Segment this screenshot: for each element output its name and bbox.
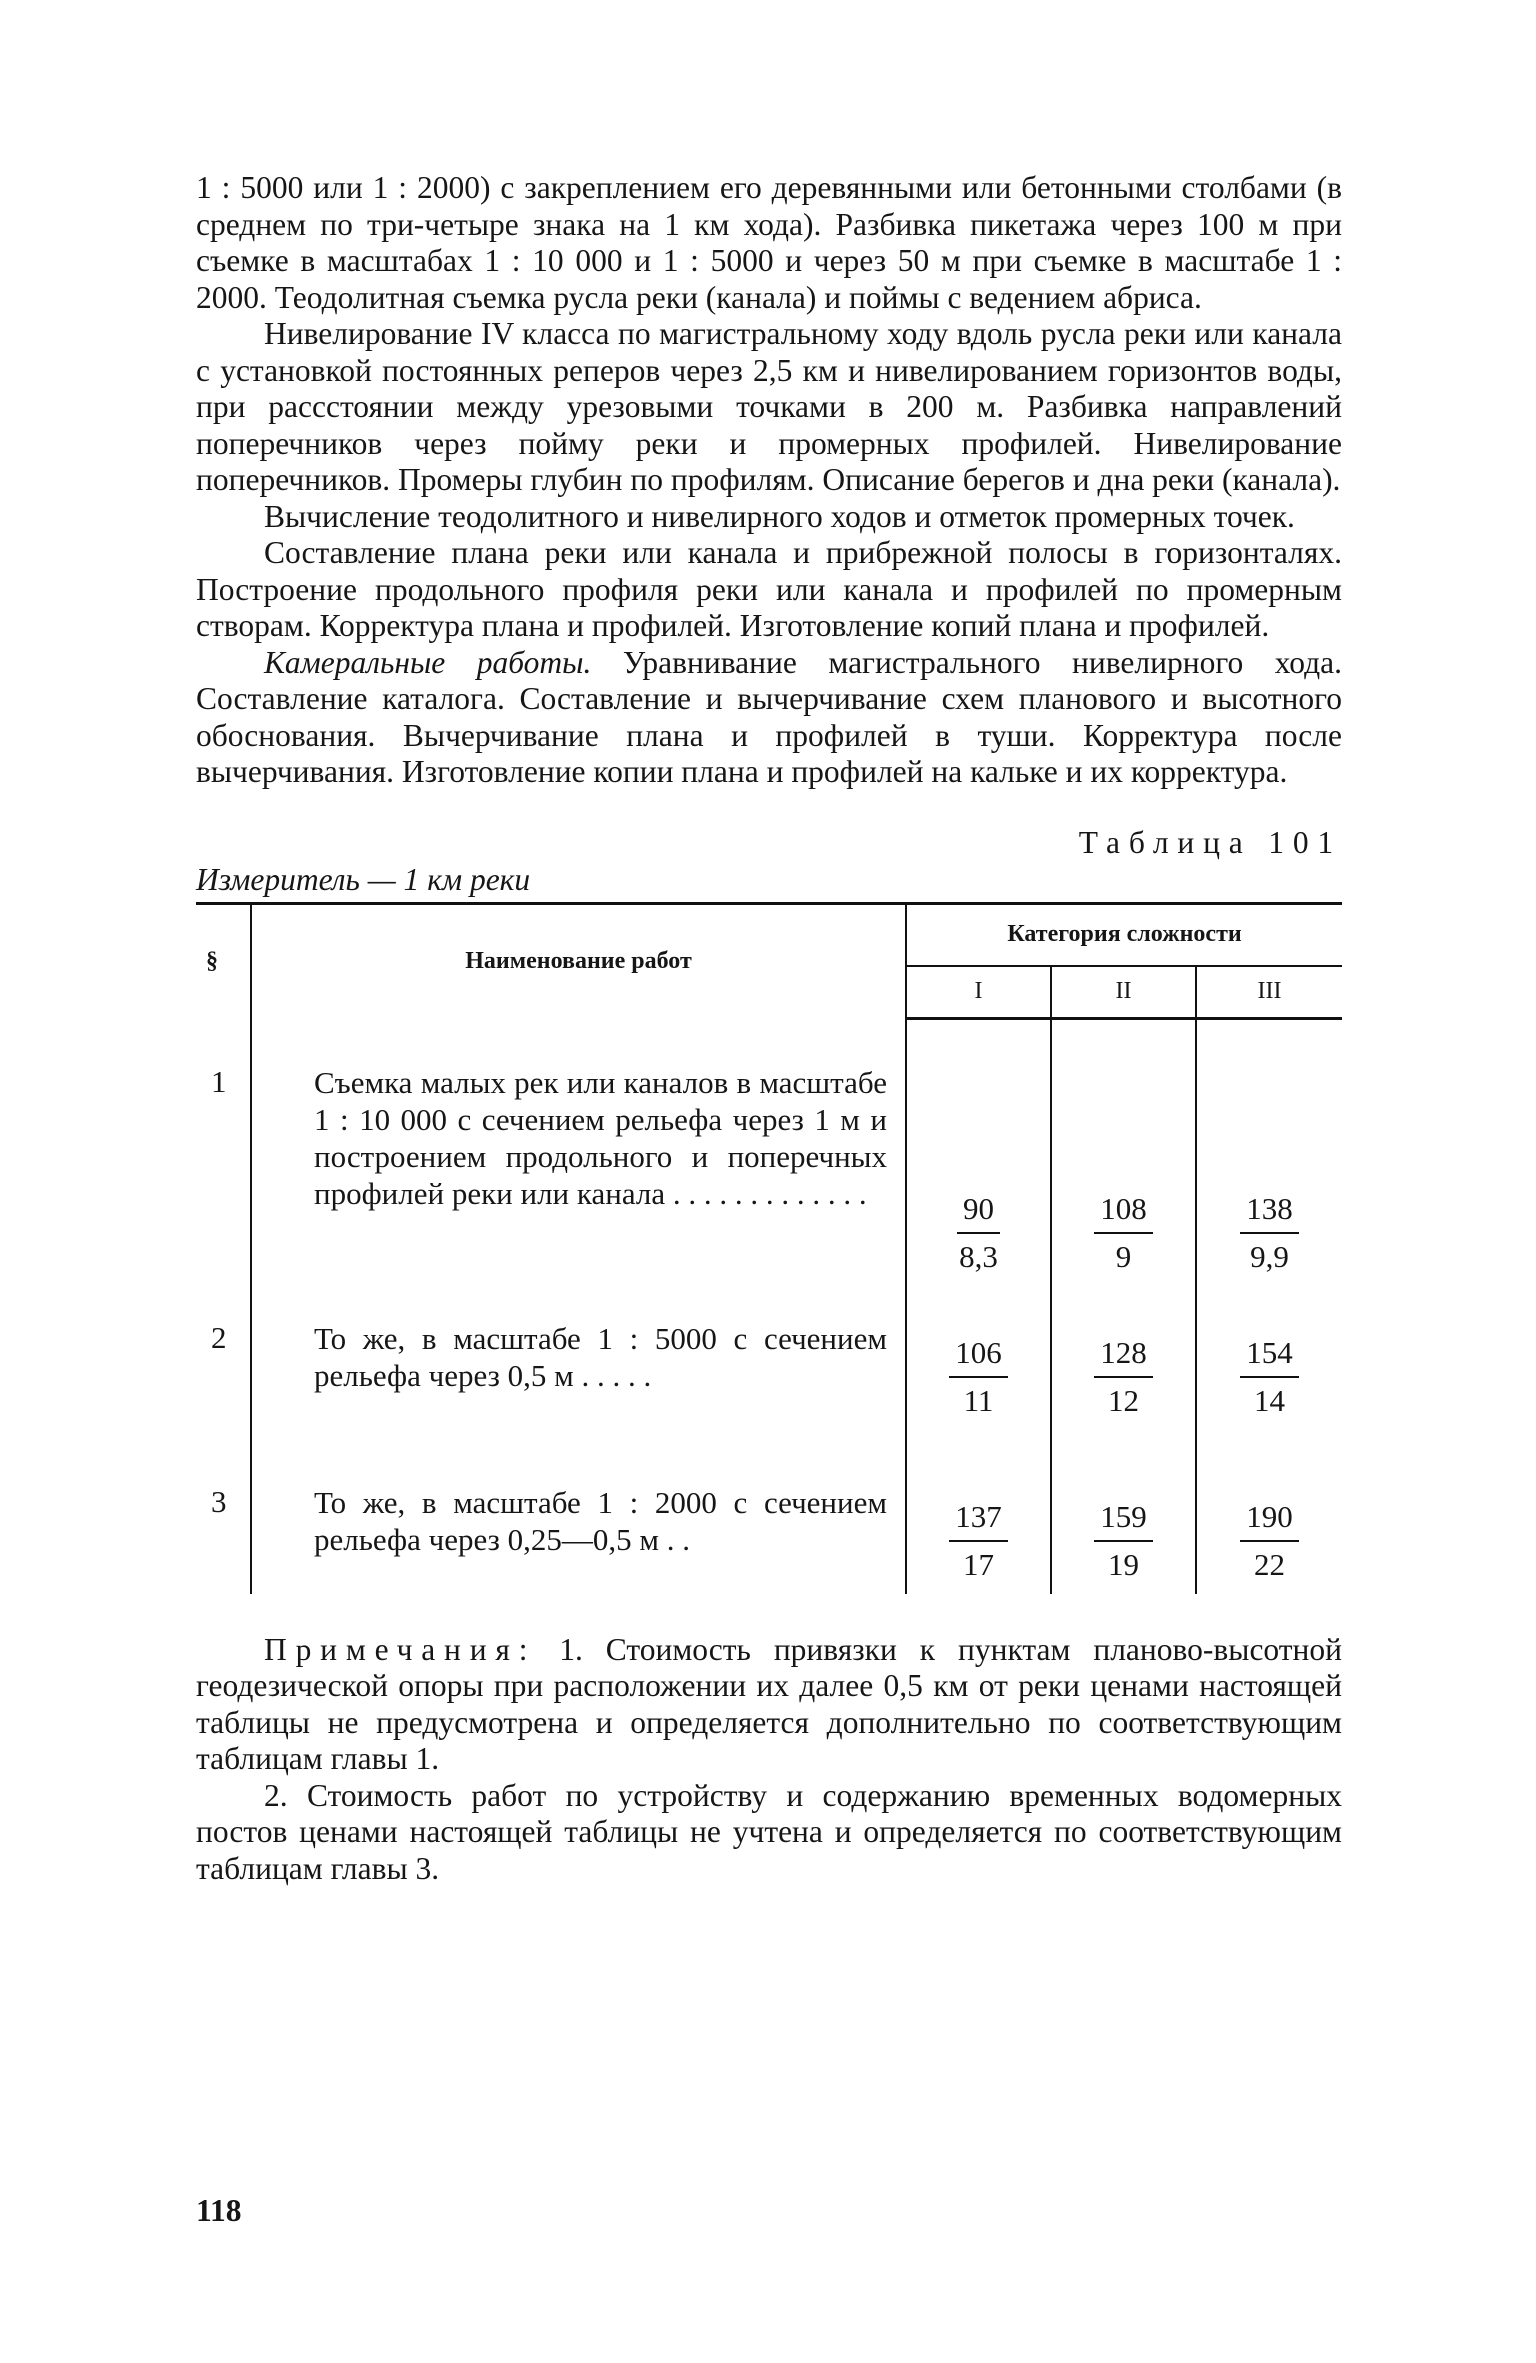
note-2: 2. Стоимость работ по устройству и содержанию временных водомерных постов ценами настоящей таблицы не учтена и определяется по соответствующим таблицам главы 3. (196, 1777, 1342, 1886)
table-row (196, 1316, 1342, 1480)
table-row (196, 1480, 1342, 1594)
price-cost: 154 (1240, 1336, 1299, 1378)
paragraph-5-text: Уравнивание магистрального нивелирного хода. Составление каталога. Составление и вычерчивание схем планового и высотного обоснования. Вычерчивание плана и профилей в туши. Корректура после вычерчивания. Изготовление копии плана и профилей на кальке и их корректура. (196, 644, 1342, 789)
paragraph-1: 1 : 5000 или 1 : 2000) с закреплением его деревянными или бетонными столбами (в среднем по три-четыре знака на 1 км хода). Разбивка пикетажа через 100 м при съемке в масштабах 1 : 10 000 и 1 : 5000 и через 50 м при съемке в масштабе 1 : 2000. Теодолитная съемка русла реки (канала) и поймы с ведением абриса. (196, 170, 1342, 315)
note-1 (196, 1632, 1342, 1778)
column-header-name: Наименование работ (251, 903, 906, 1018)
table-heading (196, 817, 1342, 902)
note-1-text: 1. Стоимость привязки к пунктам планово-высотной геодезической опоры при расположении их далее 0,5 км от реки ценами настоящей таблицы не предусмотрена и определяется дополнительно по соответствующим таблицам главы 1. (196, 1631, 1342, 1776)
row-number: 1 (196, 1018, 251, 1316)
price-cost: 128 (1094, 1336, 1153, 1378)
table-row (196, 1018, 1342, 1316)
price-cell (957, 1192, 1000, 1274)
price-labour: 8,3 (959, 1238, 998, 1274)
work-name: То же, в масштабе 1 : 2000 с сечением рельефа через 0,25—0,5 м . . (251, 1480, 906, 1594)
price-cost: 106 (949, 1336, 1008, 1378)
work-name: То же, в масштабе 1 : 5000 с сечением рельефа через 0,5 м . . . . . (251, 1316, 906, 1480)
table-number: Таблица 101 (1078, 824, 1342, 860)
price-labour: 9,9 (1250, 1238, 1289, 1274)
price-cost: 90 (957, 1192, 1000, 1234)
price-cell (1094, 1192, 1153, 1274)
price-cost: 137 (949, 1500, 1008, 1542)
work-name: Съемка малых рек или каналов в масштабе 1 : 10 000 с сечением рельефа через 1 м и построением продольного и поперечных профилей реки или канала . . . . . . . . . . . . . (251, 1018, 906, 1316)
price-labour: 12 (1108, 1382, 1139, 1418)
price-cost: 190 (1240, 1500, 1299, 1542)
paragraph-2: Нивелирование IV класса по магистральному ходу вдоль русла реки или канала с установкой постоянных реперов через 2,5 км и нивелированием горизонтов воды, при рассстоянии между урезовыми точками в 200 м. Разбивка направлений поперечников через пойму реки и промерных профилей. Нивелирование поперечников. Промеры глубин по профилям. Описание берегов и дна реки (канала). (196, 316, 1342, 497)
price-labour: 11 (963, 1382, 994, 1418)
column-header-category: Категория сложности (906, 903, 1342, 966)
paragraph-3: Вычисление теодолитного и нивелирного ходов и отметок промерных точек. (264, 498, 1295, 534)
page (196, 170, 1342, 2228)
table-measure: Измеритель — 1 км реки (196, 861, 531, 897)
row-number: 2 (196, 1316, 251, 1480)
paragraph-5 (196, 645, 1342, 791)
price-cost: 108 (1094, 1192, 1153, 1234)
price-labour: 19 (1108, 1546, 1139, 1582)
price-labour: 14 (1254, 1382, 1286, 1418)
price-labour: 22 (1254, 1546, 1286, 1582)
price-labour: 17 (963, 1546, 994, 1582)
page-number: 118 (196, 2193, 242, 2228)
price-cell (1094, 1336, 1153, 1418)
paragraph-4: Составление плана реки или канала и прибрежной полосы в горизонталях. Построение продольного профиля реки или канала и профилей по промерным створам. Корректура плана и профилей. Изготовление копий плана и профилей. (196, 535, 1342, 643)
price-cost: 159 (1094, 1500, 1153, 1542)
notes (196, 1632, 1342, 1888)
price-cell (949, 1500, 1008, 1582)
price-cell (1094, 1500, 1153, 1582)
price-cell (1240, 1192, 1299, 1274)
price-cell (1240, 1500, 1299, 1582)
price-labour: 9 (1115, 1238, 1132, 1274)
price-table (196, 902, 1342, 1594)
paragraph-5-heading: Камеральные работы. (264, 644, 592, 680)
notes-label: Примечания: (264, 1631, 537, 1667)
row-number: 3 (196, 1480, 251, 1594)
column-header-cat-2: II (1051, 966, 1196, 1019)
price-cost: 138 (1240, 1192, 1299, 1234)
price-cell (1240, 1336, 1299, 1418)
column-header-section: § (196, 903, 251, 1018)
column-header-cat-3: III (1196, 966, 1342, 1019)
column-header-cat-1: I (906, 966, 1051, 1019)
price-cell (949, 1336, 1008, 1418)
